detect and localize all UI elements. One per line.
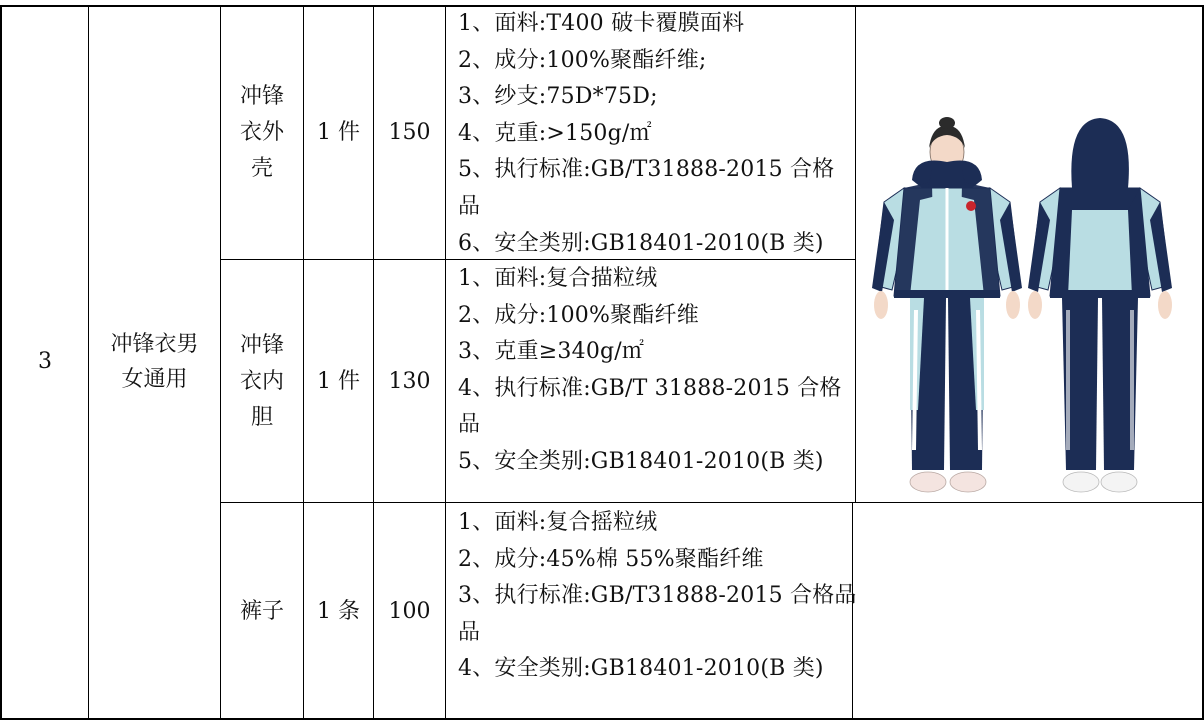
item-liner-name-line-3: 胆	[250, 405, 273, 430]
spec-line: 5、安全类别:GB18401-2010(B 类)	[458, 448, 824, 474]
item-shell-name-line-3: 壳	[250, 156, 273, 181]
item-liner-name-line-2: 衣内	[239, 369, 284, 394]
spec-line: 4、克重:>150g/㎡	[458, 120, 652, 146]
item-liner-specs	[458, 261, 842, 481]
spec-line: 4、安全类别:GB18401-2010(B 类)	[458, 656, 824, 682]
item-liner-quantity: 1 件	[317, 369, 360, 394]
item-shell-specs	[458, 6, 834, 262]
item-shell-name-line-1: 冲锋	[239, 84, 284, 109]
item-shell-price: 150	[388, 120, 431, 145]
front-figure	[872, 117, 1022, 492]
jacket-illustration	[862, 110, 1200, 502]
product-name-line-1: 冲锋衣男	[110, 332, 199, 357]
col-divider-price	[445, 5, 446, 720]
spec-line: 2、成分:100%聚酯纤维;	[458, 47, 707, 73]
spec-line: 6、安全类别:GB18401-2010(B 类)	[458, 230, 824, 256]
item-liner-name-line-1: 冲锋	[239, 333, 284, 358]
item-shell-name-line-2: 衣外	[239, 120, 284, 145]
spec-line: 4、执行标准:GB/T 31888-2015 合格	[458, 375, 842, 401]
spec-line: 2、成分:45%棉 55%聚酯纤维	[458, 546, 764, 572]
item-pants-specs	[458, 505, 857, 688]
spec-line: 品	[458, 619, 481, 645]
spec-line: 2、成分:100%聚酯纤维	[458, 302, 699, 328]
row-divider-liner	[220, 502, 856, 503]
spec-line: 1、面料:复合描粒绒	[458, 266, 658, 291]
product-name-line-2: 女通用	[121, 367, 188, 392]
row-divider-image	[852, 502, 1204, 503]
item-shell-quantity: 1 件	[317, 120, 360, 145]
item-pants-quantity: 1 条	[317, 599, 360, 624]
spec-line: 品	[458, 193, 481, 219]
spec-line: 3、执行标准:GB/T31888-2015 合格品	[458, 583, 857, 609]
item-liner-price: 130	[388, 369, 431, 394]
spec-line: 品	[458, 412, 481, 438]
table-bottom-border	[0, 718, 1204, 720]
back-figure	[1028, 118, 1172, 492]
spec-line: 3、纱支:75D*75D;	[458, 84, 658, 110]
item-pants-name: 裤子	[239, 599, 284, 624]
row-index: 3	[38, 349, 52, 374]
col-divider-spec-upper	[855, 5, 856, 502]
item-pants-price: 100	[388, 599, 431, 624]
spec-line: 1、面料:T400 破卡覆膜面料	[458, 11, 745, 36]
spec-line: 5、执行标准:GB/T31888-2015 合格	[458, 157, 835, 183]
spec-line: 3、克重≥340g/㎡	[458, 339, 645, 365]
spec-line: 1、面料:复合摇粒绒	[458, 510, 658, 535]
